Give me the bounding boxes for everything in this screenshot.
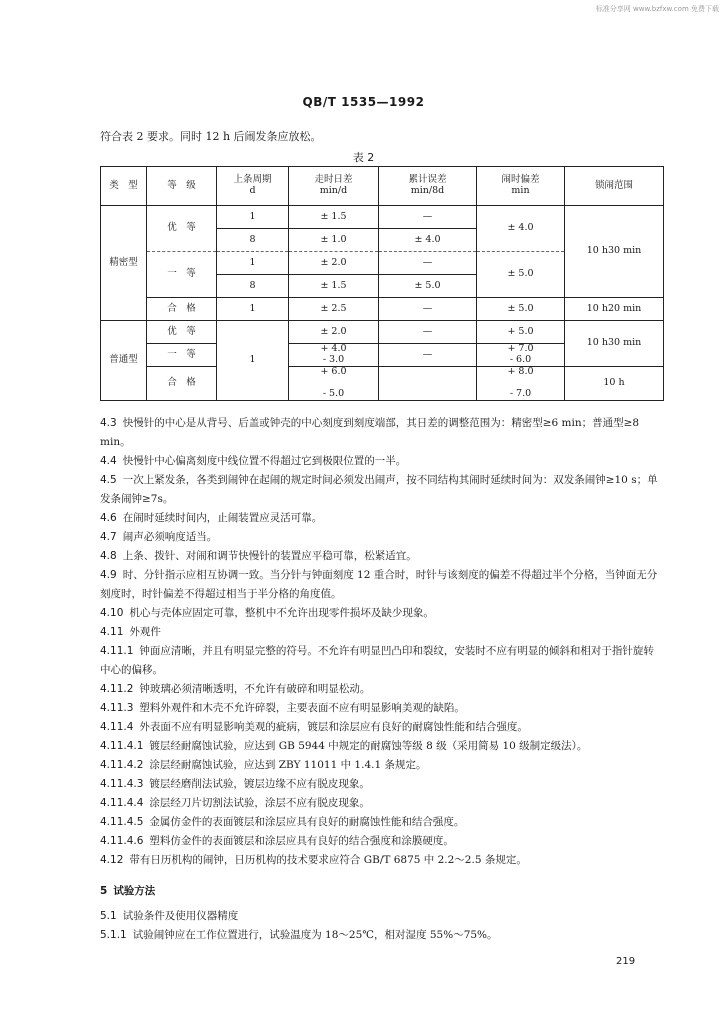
cell: ± 4.0 — [477, 206, 565, 252]
table-caption: 表 2 — [352, 151, 375, 164]
cell: ± 5.0 — [477, 298, 565, 321]
th-grade: 等 级 — [147, 167, 217, 206]
cell-precise: 精密型 — [101, 206, 147, 321]
paragraph: 4.11.4.1 镀层经耐腐蚀试验，应达到 GB 5944 中规定的耐腐蚀等级 8 级（采用简易 10 级制定级法）。 — [100, 740, 588, 752]
paragraph: 4.4 快慢针中心偏离刻度中线位置不得超过它到极限位置的一半。 — [100, 455, 407, 467]
th-winding: 上条周期 d — [217, 167, 289, 206]
cell-grade: 合 格 — [147, 298, 217, 321]
paragraph: 4.11.2 钟玻璃必须清晰透明，不允许有破碎和明显松动。 — [100, 683, 371, 695]
paragraph: 4.7 闹声必须响度适当。 — [100, 531, 218, 543]
cell-normal: 普通型 — [101, 321, 147, 401]
cell: ± 2.0 — [289, 321, 379, 344]
cell: 1 — [217, 206, 289, 229]
paragraph: 4.12 带有日历机构的闹钟，日历机构的技术要求应符合 GB/T 6875 中 2.2～2.5 条规定。 — [100, 854, 527, 866]
page-header: QB/T 1535—1992 — [302, 95, 425, 109]
th-daily: 走时日差 min/d — [289, 167, 379, 206]
cell: ± 1.5 — [289, 275, 379, 298]
th-alarm: 闹时偏差 min — [477, 167, 565, 206]
table-row — [101, 321, 664, 344]
body-paragraphs — [100, 414, 660, 945]
cell: — — [379, 206, 477, 229]
paragraph: 4.11.4 外表面不应有明显影响美观的疵病，镀层和涂层应有良好的耐腐蚀性能和结合强度。 — [100, 721, 528, 733]
cell-grade: 合 格 — [147, 367, 217, 401]
cell: — — [379, 321, 477, 344]
cell: + 7.0 - 6.0 — [477, 344, 565, 367]
subsection-heading: 5.1 试验条件及使用仪器精度 — [100, 910, 239, 922]
cell: 10 h — [565, 367, 664, 401]
cell: ± 2.5 — [289, 298, 379, 321]
paragraph: 4.11.4.3 镀层经磨削法试验，镀层边缘不应有脱皮现象。 — [100, 778, 370, 790]
paragraph: 4.6 在闹时延续时间内，止闹装置应灵活可靠。 — [100, 512, 323, 524]
cell-grade: 优 等 — [147, 206, 217, 252]
cell: ± 1.0 — [289, 229, 379, 252]
section-heading: 5 试验方法 — [100, 885, 156, 897]
cell: ± 1.5 — [289, 206, 379, 229]
cell: 8 — [217, 229, 289, 252]
th-lock: 锁闹范围 — [565, 167, 664, 206]
paragraph: 4.11.4.6 塑料仿金件的表面镀层和涂层应具有良好的结合强度和涂膜硬度。 — [100, 835, 454, 847]
cell: ± 2.0 — [289, 252, 379, 275]
cell-grade: 一 等 — [147, 252, 217, 298]
table-row — [101, 298, 664, 321]
th-type: 类 型 — [101, 167, 147, 206]
paragraph: 4.11.1 钟面应清晰，并且有明显完整的符号。不允许有明显凹凸印和裂纹，安装时不应有明显的倾斜和相对于指针旋转中心的偏移。 — [100, 645, 654, 676]
cell: — — [379, 252, 477, 275]
cell: 1 — [217, 298, 289, 321]
cell: + 5.0 — [477, 321, 565, 344]
paragraph: 4.11 外观件 — [100, 626, 161, 638]
cell: 8 — [217, 275, 289, 298]
spec-table — [100, 166, 664, 401]
paragraph: 4.10 机心与壳体应固定可靠，整机中不允许出现零件损坏及缺少现象。 — [100, 607, 434, 619]
paragraph: 4.11.4.5 金属仿金件的表面镀层和涂层应具有良好的耐腐蚀性能和结合强度。 — [100, 816, 465, 828]
paragraph: 4.8 上条、拨针、对闹和调节快慢针的装置应平稳可靠，松紧适宜。 — [100, 550, 417, 562]
cell: ± 4.0 — [379, 229, 477, 252]
paragraph: 5.1.1 试验闹钟应在工作位置进行，试验温度为 18～25℃，相对湿度 55%～75%。 — [100, 929, 498, 941]
cell: 10 h30 min — [565, 321, 664, 367]
table-row — [101, 206, 664, 229]
paragraph: 4.9 时、分针指示应相互协调一致。当分针与钟面刻度 12 重合时，时针与该刻度的偏差不得超过半个分格，当钟面无分刻度时，时针偏差不得超过相当于半分格的角度值。 — [100, 569, 658, 600]
cell-grade: 优 等 — [147, 321, 217, 344]
paragraph: 4.11.4.4 涂层经刀片切割法试验，涂层不应有脱皮现象。 — [100, 797, 370, 809]
cell: 10 h30 min — [565, 206, 664, 298]
th-cumulative: 累计误差 min/8d — [379, 167, 477, 206]
intro-line: 符合表 2 要求。同时 12 h 后闹发条应放松。 — [100, 130, 322, 143]
cell: + 4.0 - 3.0 — [289, 344, 379, 367]
cell: + 6.0 - 5.0 — [289, 367, 379, 401]
cell: + 8.0 - 7.0 — [477, 367, 565, 401]
cell: 10 h20 min — [565, 298, 664, 321]
cell: — — [379, 298, 477, 321]
cell: ± 5.0 — [379, 275, 477, 298]
cell — [379, 367, 477, 401]
table-header-row — [101, 167, 664, 206]
cell: ± 5.0 — [477, 252, 565, 298]
cell-grade: 一 等 — [147, 344, 217, 367]
paragraph: 4.11.4.2 涂层经耐腐蚀试验，应达到 ZBY 11011 中 1.4.1 条规定。 — [100, 759, 427, 771]
cell: — — [379, 344, 477, 367]
cell: 1 — [217, 321, 289, 401]
cell: 1 — [217, 252, 289, 275]
paragraph: 4.11.3 塑料外观件和木壳不允许碎裂，主要表面不应有明显影响美观的缺陷。 — [100, 702, 465, 714]
paragraph: 4.5 一次上紧发条，各类到闹钟在起闹的规定时间必须发出闹声，按不同结构其闹时延续时间为：双发条闹钟≥10 s；单发条闹钟≥7s。 — [100, 474, 658, 505]
page-number: 219 — [616, 956, 636, 967]
paragraph: 4.3 快慢针的中心是从背号、后盖或钟壳的中心刻度到刻度端部，其日差的调整范围为：精密型≥6 min；普通型≥8 min。 — [100, 417, 640, 448]
watermark: 标准分享网 www.bzfxw.com 免费下载 — [595, 5, 719, 13]
